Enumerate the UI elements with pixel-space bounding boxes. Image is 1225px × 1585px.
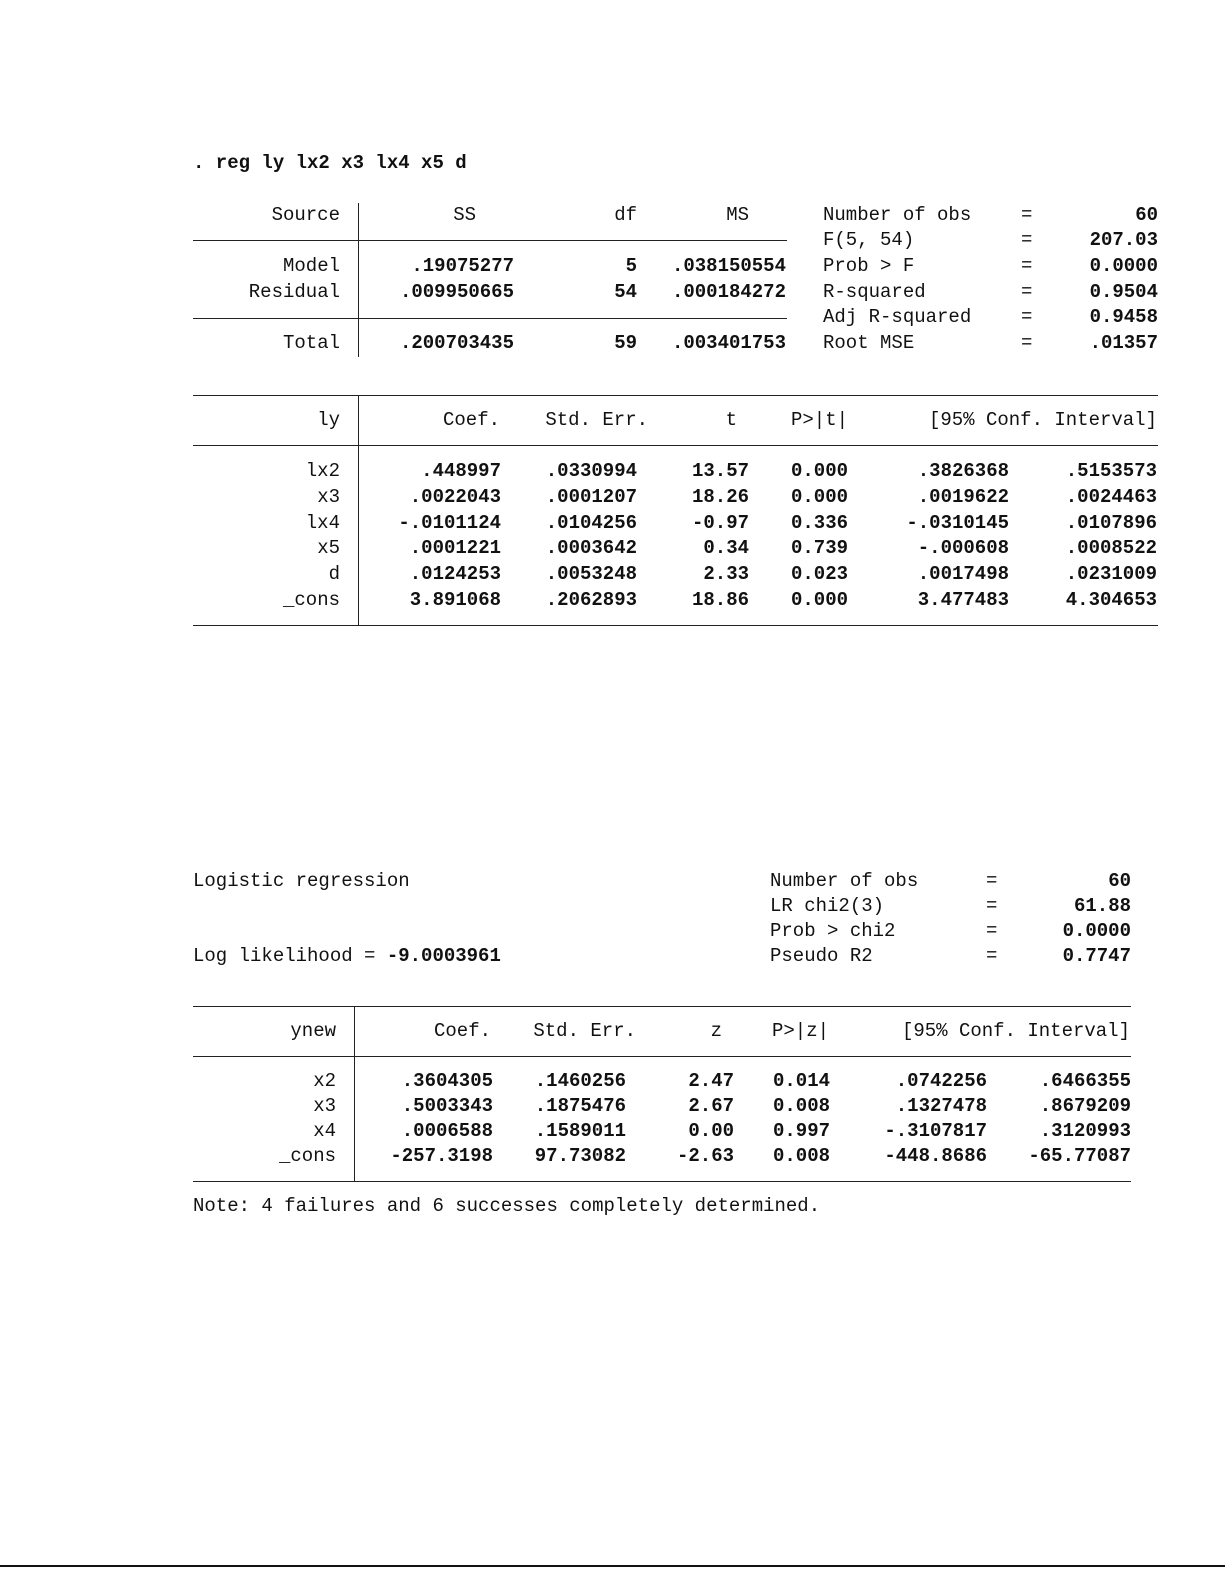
reg-cell-p: 0.739 — [790, 537, 848, 560]
logit-loglik: Log likelihood = -9.0003961 — [193, 945, 501, 967]
reg-cell-lo: -.0310145 — [906, 511, 1009, 534]
reg-coef-header-rule — [193, 445, 1158, 446]
anova-header-ms: MS — [726, 204, 749, 226]
anova-header-rule — [193, 240, 787, 241]
logit-cell-var: _cons — [278, 1145, 336, 1167]
reg-cell-hi: .0107896 — [1065, 511, 1157, 534]
logit-cell-se: .1875476 — [534, 1095, 626, 1117]
reg-cell-se: .2062893 — [545, 589, 637, 611]
logit-coef-divider — [354, 1006, 355, 1181]
reg-cell-lo: -.000608 — [917, 537, 1009, 560]
logit-cell-lo: -448.8686 — [884, 1145, 987, 1167]
reg-coef-header-ci: [95% Conf. Interval] — [928, 409, 1157, 431]
logit-cell-z: -2.63 — [676, 1145, 734, 1167]
reg-cell-p: 0.336 — [790, 511, 848, 534]
logit-cell-p: 0.014 — [772, 1070, 830, 1092]
anova-divider — [358, 203, 359, 357]
reg-cell-var: lx4 — [305, 511, 340, 534]
reg-cell-t: 2.33 — [703, 563, 749, 586]
reg-cell-t: -0.97 — [691, 511, 749, 534]
logit-coef-header-rule — [193, 1056, 1131, 1057]
logit-coef-header-coef: Coef. — [433, 1020, 491, 1042]
reg-cell-var: _cons — [282, 589, 340, 611]
logit-cell-coef: .0006588 — [401, 1120, 493, 1142]
reg-cell-coef: -.0101124 — [398, 511, 501, 534]
logit-loglik-value: -9.0003961 — [386, 945, 501, 967]
logit-cell-var: x2 — [313, 1070, 336, 1092]
reg-cell-t: 18.86 — [691, 589, 749, 611]
logit-cell-coef: .3604305 — [401, 1070, 493, 1092]
reg-cell-t: 13.57 — [691, 460, 749, 482]
reg-cell-coef: .0022043 — [409, 485, 501, 508]
reg-cell-se: .0001207 — [545, 485, 637, 508]
reg-cell-hi: .0024463 — [1065, 485, 1157, 508]
reg-cell-lo: .0019622 — [917, 485, 1009, 508]
logit-coef-top-rule — [193, 1006, 1131, 1007]
reg-cell-coef: 3.891068 — [409, 589, 501, 611]
reg-cell-p: 0.000 — [790, 485, 848, 508]
logit-coef-header-z: z — [710, 1020, 722, 1042]
logit-cell-var: x4 — [313, 1120, 336, 1142]
logit-cell-se: 97.73082 — [534, 1145, 626, 1167]
reg-cell-hi: .0008522 — [1065, 537, 1157, 560]
reg-coef-top-rule — [193, 395, 1158, 396]
anova-header-source: Source — [271, 204, 340, 226]
logit-title: Logistic regression — [193, 870, 410, 892]
logit-cell-hi: -65.77087 — [1028, 1145, 1131, 1167]
reg-cell-se: .0104256 — [545, 511, 637, 534]
logit-cell-var: x3 — [313, 1095, 336, 1117]
reg-cell-lo: .0017498 — [917, 563, 1009, 586]
logit-cell-lo: .1327478 — [895, 1095, 987, 1117]
reg-cell-t: 18.26 — [691, 485, 749, 508]
reg-cell-se: .0003642 — [545, 537, 637, 560]
reg-cell-se: .0330994 — [545, 460, 637, 482]
reg-cell-coef: .448997 — [421, 460, 501, 482]
logit-coef-header-ci: [95% Conf. Interval] — [901, 1020, 1130, 1042]
reg-cell-var: x5 — [317, 537, 340, 560]
reg-cell-lo: 3.477483 — [917, 589, 1009, 611]
reg-coef-header-var: ly — [317, 409, 340, 431]
anova-header-df: df — [614, 204, 637, 226]
reg-cell-var: x3 — [317, 485, 340, 508]
logit-cell-p: 0.008 — [772, 1095, 830, 1117]
reg-cell-var: lx2 — [305, 460, 340, 482]
logit-cell-se: .1460256 — [534, 1070, 626, 1092]
logit-cell-z: 2.47 — [688, 1070, 734, 1092]
anova-total-rule — [193, 318, 787, 319]
logit-cell-coef: -257.3198 — [390, 1145, 493, 1167]
reg-cell-coef: .0124253 — [409, 563, 501, 586]
reg-cell-se: .0053248 — [545, 563, 637, 586]
logit-cell-coef: .5003343 — [401, 1095, 493, 1117]
logit-cell-p: 0.997 — [772, 1120, 830, 1142]
anova-header-ss: SS — [453, 204, 476, 226]
reg-cell-hi: 4.304653 — [1065, 589, 1157, 611]
reg-command: . reg ly lx2 x3 lx4 x5 d — [193, 152, 467, 174]
logit-cell-z: 2.67 — [688, 1095, 734, 1117]
reg-cell-var: d — [328, 563, 340, 586]
logit-coef-bottom-rule — [193, 1181, 1131, 1182]
logit-cell-lo: -.3107817 — [884, 1120, 987, 1142]
reg-coef-bottom-rule — [193, 625, 1158, 626]
page-bottom-rule — [0, 1565, 1225, 1567]
reg-cell-hi: .5153573 — [1065, 460, 1157, 482]
reg-cell-p: 0.000 — [790, 460, 848, 482]
reg-coef-header-p: P>|t| — [790, 409, 848, 431]
logit-coef-header-p: P>|z| — [771, 1020, 829, 1042]
reg-cell-lo: .3826368 — [917, 460, 1009, 482]
reg-coef-header-t: t — [725, 409, 737, 431]
logit-cell-hi: .8679209 — [1039, 1095, 1131, 1117]
reg-cell-hi: .0231009 — [1065, 563, 1157, 586]
reg-coef-header-coef: Coef. — [442, 409, 500, 431]
logit-cell-z: 0.00 — [688, 1120, 734, 1142]
reg-coef-divider — [358, 395, 359, 626]
reg-coef-header-se: Std. Err. — [545, 409, 648, 431]
reg-cell-t: 0.34 — [703, 537, 749, 560]
reg-cell-p: 0.023 — [790, 563, 848, 586]
logit-coef-header-se: Std. Err. — [533, 1020, 636, 1042]
logit-cell-hi: .3120993 — [1039, 1120, 1131, 1142]
logit-cell-hi: .6466355 — [1039, 1070, 1131, 1092]
logit-cell-p: 0.008 — [772, 1145, 830, 1167]
reg-cell-coef: .0001221 — [409, 537, 501, 560]
logit-coef-header-var: ynew — [290, 1020, 336, 1042]
logit-note: Note: 4 failures and 6 successes completely determined. — [193, 1195, 821, 1217]
logit-cell-lo: .0742256 — [895, 1070, 987, 1092]
reg-cell-p: 0.000 — [790, 589, 848, 611]
logit-cell-se: .1589011 — [534, 1120, 626, 1142]
